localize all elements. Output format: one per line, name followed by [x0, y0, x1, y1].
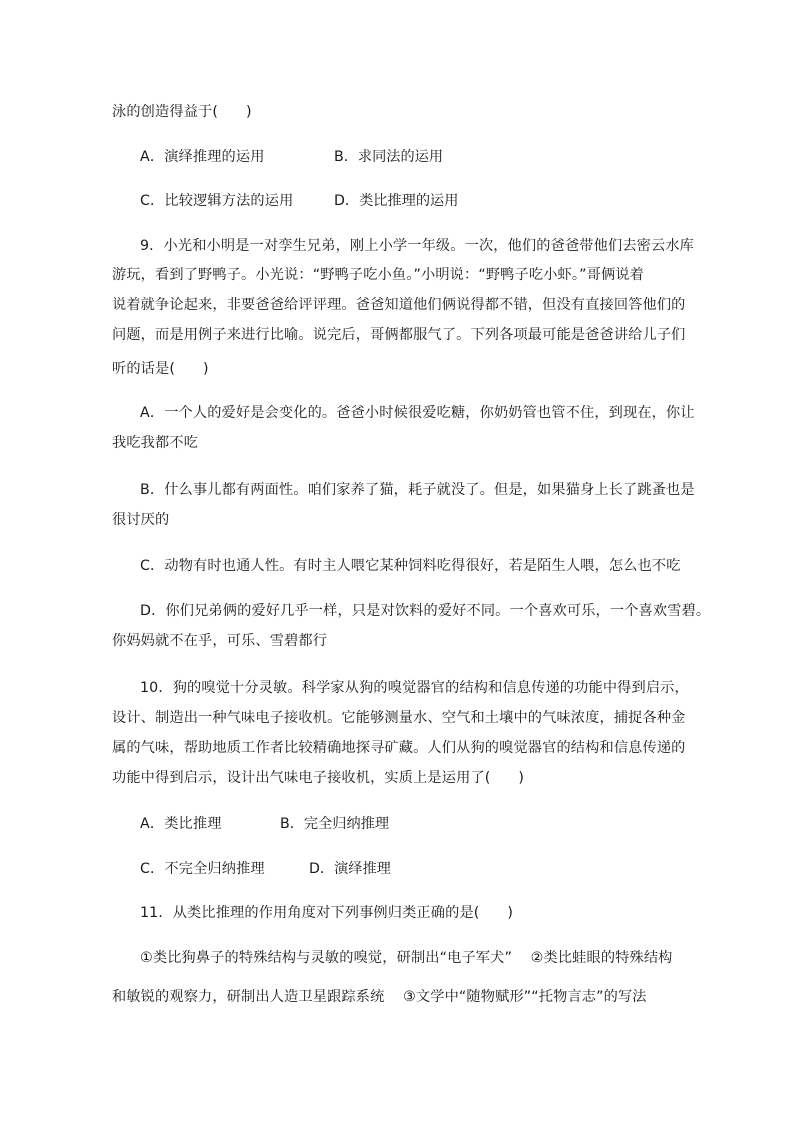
q8-option-d: D．类比推理的运用 [334, 193, 459, 209]
q10-stem-line: 10．狗的嗅觉十分灵敏。科学家从狗的嗅觉器官的结构和信息传递的功能中得到启示， [140, 680, 689, 696]
q9-stem-line: 问题，而是用例子来进行比喻。说完后，哥俩都服气了。下列各项最可能是爸爸讲给儿子们 [112, 327, 686, 343]
q9-stem-line: 说着就争论起来，非要爸爸给评评理。爸爸知道他们俩说得都不错，但没有直接回答他们的 [112, 297, 686, 313]
q10-option-b: B．完全归纳推理 [280, 816, 390, 832]
q11-body-line: 和敏锐的观察力，研制出人造卫星跟踪系统 ③文学中“随物赋形”“托物言志”的写法 [112, 989, 647, 1005]
q10-stem-line: 属的气味，帮助地质工作者比较精确地探寻矿藏。人们从狗的嗅觉器官的结构和信息传递的 [112, 740, 686, 756]
q9-option-a-cont: 我吃我都不吃 [112, 435, 199, 451]
q11-stem: 11．从类比推理的作用角度对下列事例归类正确的是( ) [140, 905, 514, 921]
q10-option-a: A．类比推理 [140, 816, 222, 832]
q8-option-a: A．演绎推理的运用 [140, 149, 265, 165]
q8-option-b: B．求同法的运用 [334, 149, 444, 165]
q9-option-c: C．动物有时也通人性。有时主人喂它某种饲料吃得很好，若是陌生人喂，怎么也不吃 [140, 558, 681, 574]
q10-stem-line: 设计、制造出一种气味电子接收机。它能够测量水、空气和土壤中的气味浓度，捕捉各种金 [112, 710, 686, 726]
q9-stem-line: 9．小光和小明是一对孪生兄弟，刚上小学一年级。一次，他们的爸爸带他们去密云水库 [140, 238, 695, 254]
q9-option-b-cont: 很讨厌的 [112, 512, 170, 528]
q11-body-line: ①类比狗鼻子的特殊结构与灵敏的嗅觉，研制出“电子军犬” ②类比蛙眼的特殊结构 [140, 950, 673, 966]
q10-option-c: C．不完全归纳推理 [140, 861, 265, 877]
q9-option-d: D．你们兄弟俩的爱好几乎一样，只是对饮料的爱好不同。一个喜欢可乐，一个喜欢雪碧。 [140, 603, 711, 619]
q9-stem-line: 游玩，看到了野鸭子。小光说：“野鸭子吃小鱼。”小明说：“野鸭子吃小虾。”哥俩说着 [112, 267, 644, 283]
q9-option-b: B．什么事儿都有两面性。咱们家养了猫，耗子就没了。但是，如果猫身上长了跳蚤也是 [140, 482, 695, 498]
q9-stem-line: 听的话是( ) [112, 361, 209, 377]
q10-option-d: D．演绎推理 [309, 861, 391, 877]
q9-option-d-cont: 你妈妈就不在乎，可乐、雪碧都行 [112, 633, 328, 649]
q10-stem-line: 功能中得到启示，设计出气味电子接收机，实质上是运用了( ) [112, 770, 525, 786]
q8-stem-end: 泳的创造得益于( ) [112, 104, 252, 120]
q9-option-a: A．一个人的爱好是会变化的。爸爸小时候很爱吃糖，你奶奶管也管不住，到现在，你让 [140, 405, 695, 421]
q8-option-c: C．比较逻辑方法的运用 [140, 193, 294, 209]
